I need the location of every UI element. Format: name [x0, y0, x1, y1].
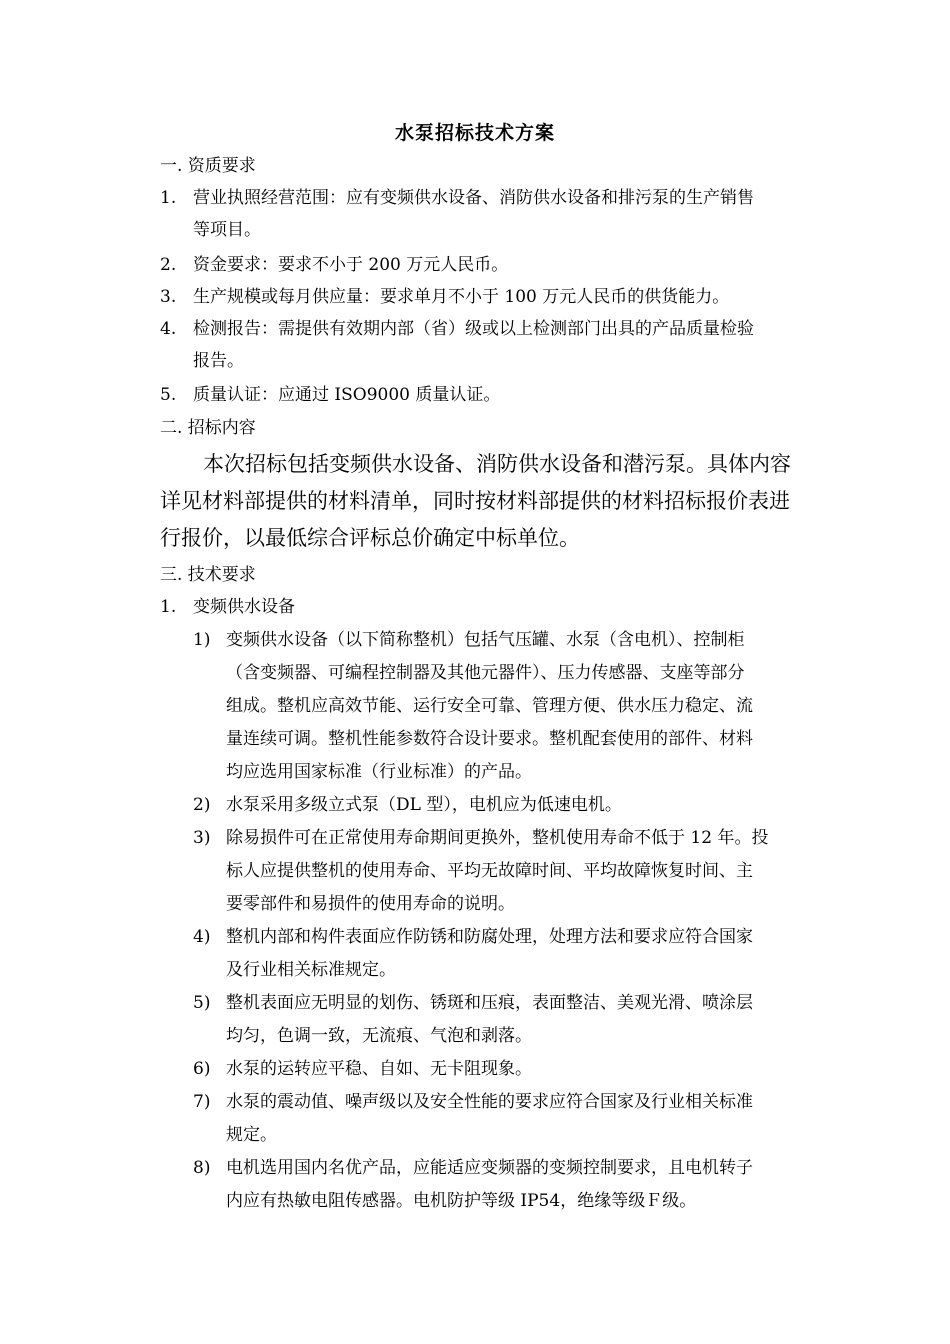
item-text: 要零部件和易损件的使用寿命的说明。 [226, 894, 515, 914]
item-text: 及行业相关标准规定。 [226, 960, 396, 980]
item-text: 整机内部和构件表面应作防锈和防腐处理，处理方法和要求应符合国家 [226, 927, 753, 947]
item-number: 1) [193, 630, 211, 650]
item-text: 生产规模或每月供应量：要求单月不小于 100 万元人民币的供货能力。 [193, 287, 730, 307]
item-text: 资金要求：要求不小于 200 万元人民币。 [193, 255, 509, 275]
subsection-label: 变频供水设备 [193, 597, 295, 617]
item-text: 营业执照经营范围：应有变频供水设备、消防供水设备和排污泵的生产销售 [193, 188, 754, 208]
item-text: 水泵采用多级立式泵（DL 型），电机应为低速电机。 [226, 795, 622, 815]
item-text: 报告。 [193, 351, 244, 371]
item-number: 7) [193, 1092, 211, 1112]
section-heading-bid-content: 二. 招标内容 [160, 418, 256, 438]
item-text: 整机表面应无明显的划伤、锈斑和压痕，表面整洁、美观光滑、喷涂层 [226, 993, 753, 1013]
item-text: 电机选用国内名优产品，应能适应变频器的变频控制要求，且电机转子 [226, 1158, 753, 1178]
paragraph-line: 本次招标包括变频供水设备、消防供水设备和潜污泵。具体内容 [203, 452, 791, 476]
item-text: 规定。 [226, 1125, 277, 1145]
item-number: 2) [193, 795, 211, 815]
item-text: 均匀，色调一致，无流痕、气泡和剥落。 [226, 1026, 532, 1046]
item-number: 3. [160, 287, 177, 307]
section-heading-technical: 三. 技术要求 [160, 565, 256, 585]
item-text: 等项目。 [193, 220, 261, 240]
item-number: 5. [160, 385, 177, 405]
item-text: 检测报告：需提供有效期内部（省）级或以上检测部门出具的产品质量检验 [193, 319, 754, 339]
item-number: 2. [160, 255, 177, 275]
item-text: 均应选用国家标准（行业标准）的产品。 [226, 762, 532, 782]
item-number: 8) [193, 1158, 211, 1178]
item-number: 3) [193, 828, 211, 848]
item-number: 5) [193, 993, 211, 1013]
section-heading-qualification: 一. 资质要求 [160, 156, 256, 176]
item-text: （含变频器、可编程控制器及其他元器件）、压力传感器、支座等部分 [226, 663, 745, 683]
item-number: 6) [193, 1059, 211, 1079]
item-text: 水泵的运转应平稳、自如、无卡阻现象。 [226, 1059, 532, 1079]
item-text: 量连续可调。整机性能参数符合设计要求。整机配套使用的部件、材料 [226, 729, 753, 749]
item-number: 4) [193, 927, 211, 947]
item-number: 1. [160, 188, 177, 208]
item-number: 4. [160, 319, 177, 339]
item-text: 内应有热敏电阻传感器。电机防护等级 IP54，绝缘等级Ｆ级。 [226, 1191, 697, 1211]
paragraph-line: 详见材料部提供的材料清单，同时按材料部提供的材料招标报价表进 [160, 489, 790, 513]
document-title: 水泵招标技术方案 [394, 122, 555, 144]
item-text: 质量认证：应通过 ISO9000 质量认证。 [193, 385, 501, 405]
item-text: 变频供水设备（以下简称整机）包括气压罐、水泵（含电机）、控制柜 [226, 630, 745, 650]
item-text: 组成。整机应高效节能、运行安全可靠、管理方便、供水压力稳定、流 [226, 696, 753, 716]
item-text: 标人应提供整机的使用寿命、平均无故障时间、平均故障恢复时间、主 [226, 861, 753, 881]
item-text: 水泵的震动值、噪声级以及安全性能的要求应符合国家及行业相关标准 [226, 1092, 753, 1112]
item-text: 除易损件可在正常使用寿命期间更换外，整机使用寿命不低于 12 年。投 [226, 828, 769, 848]
paragraph-line: 行报价，以最低综合评标总价确定中标单位。 [160, 526, 580, 550]
subsection-number: 1. [160, 597, 177, 617]
